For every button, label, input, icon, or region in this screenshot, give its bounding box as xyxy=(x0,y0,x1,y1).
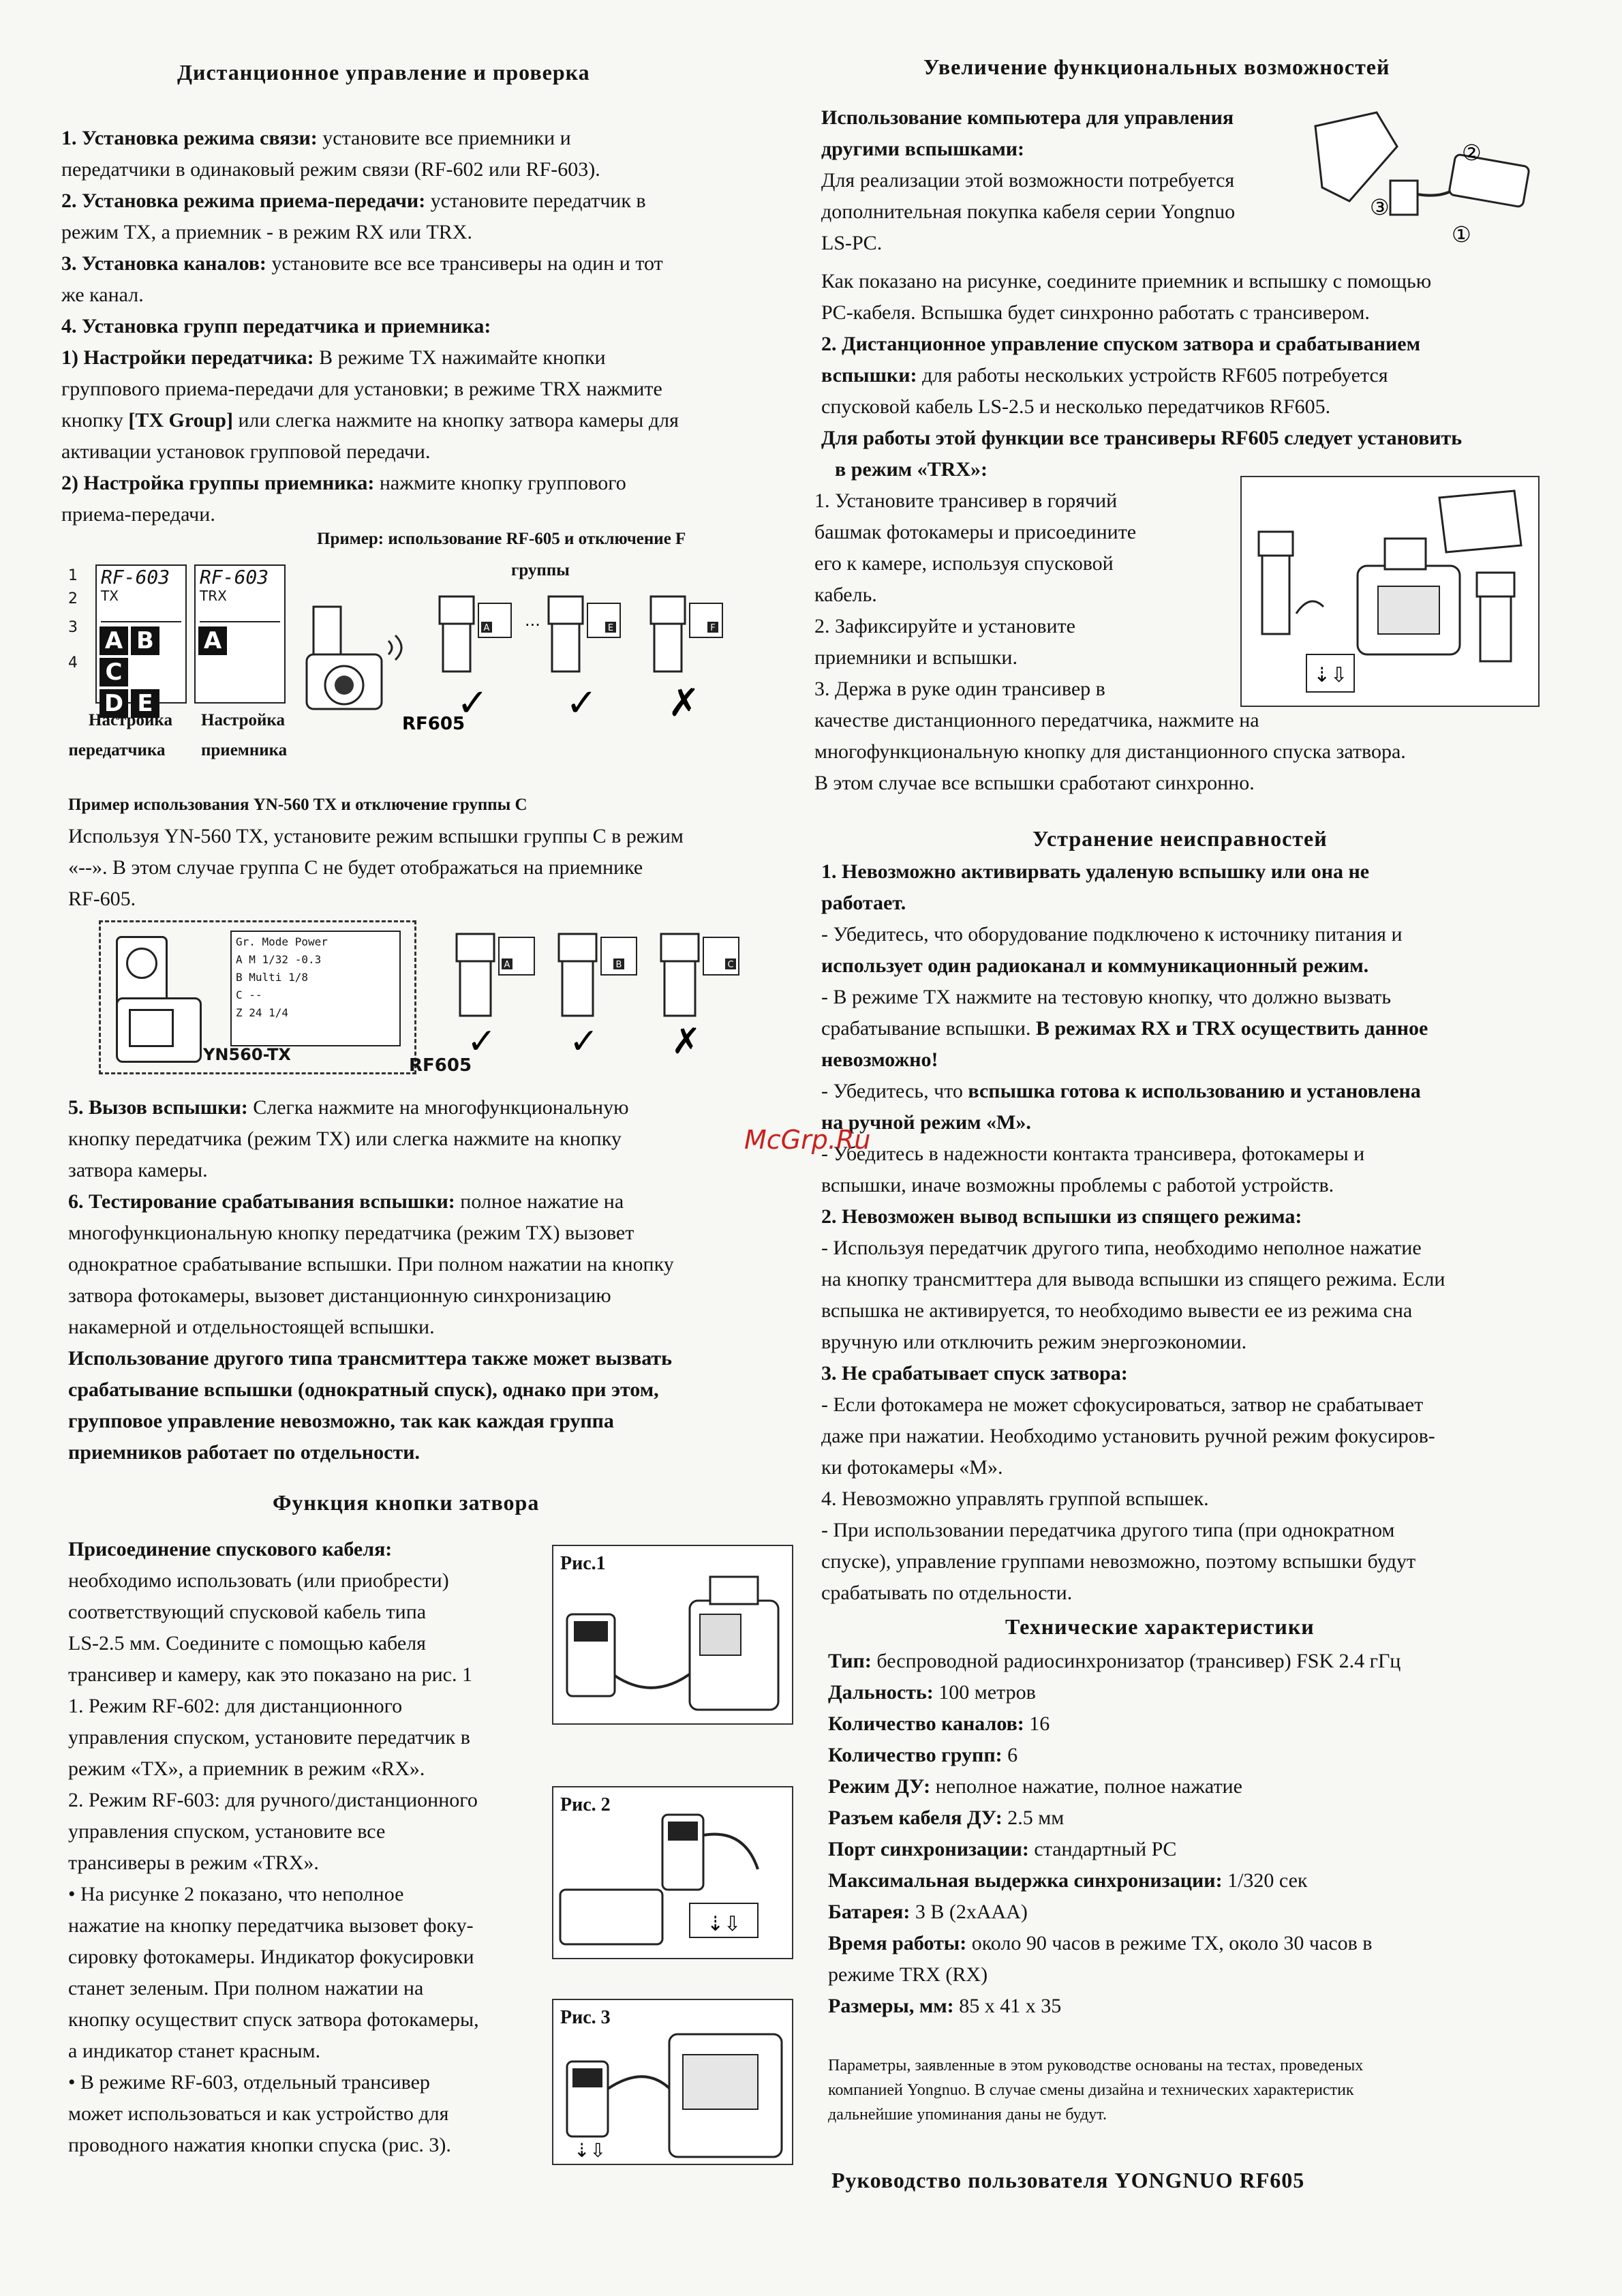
yn560-figure xyxy=(99,920,416,1074)
spec-row: Разъем кабеля ДУ: 2.5 мм xyxy=(828,1807,1065,1829)
trx-figure xyxy=(1240,476,1540,707)
group-e: E xyxy=(131,689,159,718)
arrow-icon: ⇣⇩ xyxy=(1313,663,1348,687)
fig2-drawing xyxy=(553,1808,792,1958)
specs-list xyxy=(828,1646,1401,2022)
figure-2: Рис. 2 ⇣⇩ xyxy=(552,1786,793,1959)
cross-mark: ✗ xyxy=(668,681,700,725)
watermark: McGrp.Ru xyxy=(744,1125,871,1155)
example-2-title: Пример использования YN-560 TX и отключение группы C xyxy=(68,796,527,814)
label-rx-setting: Настройка приемника xyxy=(201,711,288,759)
fig1-caption: Пример: использование RF-605 и отключение F xyxy=(317,530,686,548)
disclaimer: Параметры, заявленные в этом руководстве основаны на тестах, проведеных компанией Yongnuo. В случае смены дизайна и технических характеристик дальнейшие упоминания даны не будут. xyxy=(828,2057,1364,2124)
svg-text:C: C xyxy=(727,960,734,970)
group-a: A xyxy=(198,626,227,655)
rf605-label-2: RF605 xyxy=(409,1055,472,1076)
remote-flash-f xyxy=(651,596,722,671)
fig1-illustration xyxy=(300,586,791,736)
group-a: A xyxy=(100,626,128,655)
camera-with-transceiver xyxy=(307,607,401,709)
group-c: C xyxy=(100,658,128,686)
group-b: B xyxy=(131,626,159,655)
step-number: ③ xyxy=(1370,194,1390,220)
step-number: ② xyxy=(1462,140,1482,166)
section-title-shutter: Функция кнопки затвора xyxy=(273,1490,540,1515)
fig1-drawing xyxy=(553,1573,792,1723)
pc-cable-figure xyxy=(1309,106,1533,249)
para-5-6: 5. Вызов вспышки: Слегка нажмите на многофункциональную кнопку передатчика (режим TX) или слегка нажмите на кнопку затвора камеры. 6. Тестирование срабатывания вспышки: полное нажатие на многофункциональную кнопку передатчика (режим TX) вызовет однократное срабатывание вспышки. При полном нажатии на кнопку затвора фотокамеры, вызовет дистанционную синхронизацию накамерной и отдельностоящей вспышки. Использование другого типа трансмиттера также может вызвать срабатывание вспышки (однократный спуск), однако при этом, групповое управление невозможно, так как каждая группа приемников работает по отдельности. xyxy=(68,1096,674,1464)
fig2-flashes xyxy=(450,927,770,1063)
footer-title: Руководство пользователя YONGNUO RF605 xyxy=(831,2168,1305,2192)
para-1: 1. Установка режима связи: установите все приемники и передатчики в одинаковый режим связи (RF-602 или RF-603). 2. Установка режима приема-передачи: установите передатчик в режим TX, а приемник - в режим RX или TRX. 3. Установка каналов: установите все все трансиверы на один и тот же канал. 4. Установка групп передатчика и приемника: 1) Настройки передатчика: В режиме TX нажимайте кнопки группового приема-передачи для установки; в режиме TRX нажмите кнопку [TX Group] или слегка нажмите на кнопку затвора камеры для активации установок групповой передачи. 2) Настройка группы приемника: нажмите кнопку группового приема-передачи. xyxy=(61,127,679,526)
group-d: D xyxy=(100,689,128,718)
check-mark: ✓ xyxy=(566,681,598,725)
camera-icon xyxy=(116,997,202,1063)
section-title-remote: Дистанционное управление и проверка xyxy=(177,60,590,85)
section-title-features: Увеличение функциональных возможностей xyxy=(923,55,1390,79)
remote-flash-a xyxy=(440,596,511,671)
spec-row: Максимальная выдержка синхронизации: 1/320 сек xyxy=(828,1869,1308,1892)
spec-row: Порт синхронизации: стандартный PC xyxy=(828,1838,1177,1860)
lcd-transmitter: RF-603 TX A BC D E xyxy=(95,564,187,704)
spec-row: Количество каналов: 16 xyxy=(828,1712,1050,1735)
svg-text:B: B xyxy=(615,960,622,970)
check-mark: ✓ xyxy=(569,1021,599,1062)
lcd-bars xyxy=(101,606,181,622)
lcd-receiver: RF-603 TRX A xyxy=(194,564,286,704)
spec-row: Размеры, мм: 85 x 41 x 35 xyxy=(828,1995,1062,2017)
spec-row: режиме TRX (RX) xyxy=(828,1963,988,1986)
flash-group-label: F xyxy=(710,623,716,633)
arrow-icon: ⇣⇩ xyxy=(574,2139,606,2162)
step-number: ① xyxy=(1452,222,1471,247)
figure-1: Рис.1 xyxy=(552,1545,793,1725)
section-title-specs: Технические характеристики xyxy=(1005,1614,1315,1639)
spec-row: Режим ДУ: неполное нажатие, полное нажатие xyxy=(828,1775,1242,1798)
check-mark: ✓ xyxy=(457,681,489,725)
spec-row: Время работы: около 90 часов в режиме TX, около 30 часов в xyxy=(828,1932,1373,1954)
spec-row: Тип: беспроводной радиосинхронизатор (трансивер) FSK 2.4 гГц xyxy=(828,1650,1401,1672)
cross-mark: ✗ xyxy=(671,1021,701,1062)
rf605-label: RF605 xyxy=(402,714,465,734)
spec-row: Батарея: 3 В (2хААА) xyxy=(828,1901,1028,1923)
shutter-text: Присоединение спускового кабеля: необходимо использовать (или приобрести) соответствующий спусковой кабель типа LS-2.5 мм. Соедините с помощью кабеля трансивер и камеру, как это показано на рис. 1 1. Режим RF-602: для дистанционного управления спуском, установите передатчик в режим «TX», а приемник в режим «RX». 2. Режим RF-603: для ручного/дистанционного управления спуском, установите все трансиверы в режим «TRX». • На рисунке 2 показано, что неполное нажатие на кнопку передатчика вызовет фоку- сировку фотокамеры. Индикатор фокусировки станет зеленым. При полном нажатии на кнопку осуществит спуск затвора фотокамеры, а индикатор станет красным. • В режиме RF-603, отдельный трансивер может использоваться и как устройство для проводного нажатия кнопки спуска (рис. 3). xyxy=(68,1538,479,2156)
steps-list: 1. Установите трансивер в горячий башмак фотокамеры и присоедините его к камере, используя спусковой кабель. 2. Зафиксируйте и установите приемники и вспышки. 3. Держа в руке один трансивер в качестве дистанционного передатчика, нажмите на многофункциональную кнопку для дистанционного спуска затвора. В этом случае все вспышки сработают синхронно. xyxy=(814,489,1406,794)
remote-flash-e xyxy=(549,596,620,671)
check-mark: ✓ xyxy=(467,1021,497,1062)
section-title-troubleshooting: Устранение неисправностей xyxy=(1032,826,1328,851)
yn560-label: YN560-TX xyxy=(203,1045,291,1064)
remote-section: Как показано на рисунке, соедините приемник и вспышку с помощью PC-кабеля. Вспышка будет синхронно работать с трансивером. 2. Дистанционное управление спуском затвора и срабатыванием вспышки: для работы нескольких устройств RF605 потребуется спусковой кабель LS-2.5 и несколько передатчиков RF605. Для работы этой функции все трансиверы RF605 следует установить в режим «TRX»: xyxy=(821,270,1463,481)
svg-text:···: ··· xyxy=(525,616,540,635)
yn560-screen: Gr. Mode Power A M 1/32 -0.3 B Multi 1/8 C -- Z 24 1/4 xyxy=(230,931,401,1046)
figure-3: Рис. 3 ⇣⇩ xyxy=(552,1999,793,2165)
spec-row: Дальность: 100 метров xyxy=(828,1681,1036,1704)
pc-section: Использование компьютера для управления другими вспышками: Для реализации этой возможности потребуется дополнительная покупка кабеля серии Yongnuo LS-PC. xyxy=(821,106,1236,254)
arrow-icon: ⇣⇩ xyxy=(707,1912,741,1936)
fig1-caption-2: группы xyxy=(511,561,570,579)
flash-group-label: E xyxy=(607,623,614,633)
spec-row: Количество групп: 6 xyxy=(828,1744,1018,1766)
flash-group-label: A xyxy=(483,623,490,633)
fig1-row-numbers: 1 2 3 4 xyxy=(68,567,78,671)
svg-text:A: A xyxy=(504,960,510,970)
fig3-drawing xyxy=(553,2021,792,2164)
label-tx-setting: Настройка передатчика xyxy=(68,711,172,759)
example-2-text: Используя YN-560 TX, установите режим вспышки группы C в режим «--». В этом случае группа C не будет отображаться на приемнике RF-605. xyxy=(68,825,684,910)
trx-drawing xyxy=(1242,477,1538,706)
troubleshooting-list: 1. Невозможно активирвать удаленую вспышку или она не работает. - Убедитесь, что оборудование подключено к источнику питания и использует один радиоканал и коммуникационный режим. - В режиме TX нажмите на тестовую кнопку, что должно вызвать срабатывание вспышки. В режимах RX и TRX осуществить данное невозможно! - Убедитесь, что вспышка готова к использованию и установлена на ручной режим «M». - Убедитесь в надежности контакта трансивера, фотокамеры и вспышки, иначе возможны проблемы с работой устройств. 2. Невозможен вывод вспышки из спящего режима: - Используя передатчик другого типа, необходимо неполное нажатие на кнопку трансмиттера для вывода вспышки из спящего режима. Если вспышка не активируется, то необходимо вывести ее из режима сна вручную или отключить режим энергоэкономии. 3. Не срабатывает спуск затвора: - Если фотокамера не может сфокусироваться, затвор не срабатывает даже при нажатии. Необходимо установить ручной режим фокусиров- ки фотокамеры «M». 4. Невозможно управлять группой вспышек. - При использовании передатчика другого типа (при однократном спуске), управление группами невозможно, поэтому вспышки будут срабатывать по отдельности. xyxy=(821,860,1445,1604)
